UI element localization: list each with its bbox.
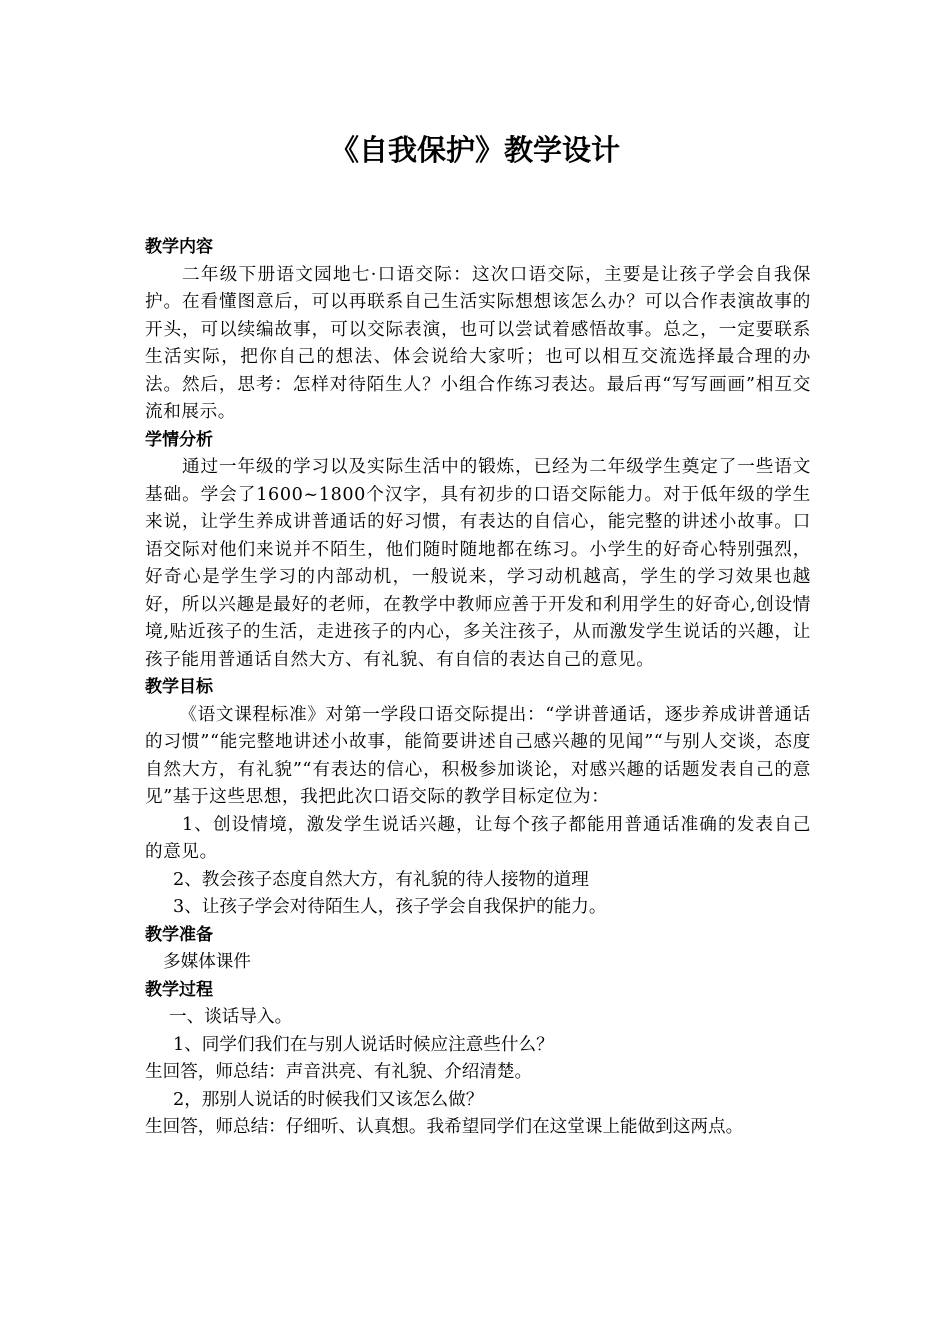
section-heading-student-analysis: 学情分析 <box>145 429 213 450</box>
prep-item: 多媒体课件 <box>163 952 251 972</box>
paragraph-student-analysis: 通过一年级的学习以及实际生活中的锻炼，已经为二年级学生奠定了一些语文基础。学会了1600~1800个汉字，具有初步的口语交际能力。对于低年级的学生来说，让学生养成讲普通话的好习惯，有表达的自信心，能完整的讲述小故事。口语交际对他们来说并不陌生，他们随时随地都在练习。小学生的好奇心特别强烈，好奇心是学生学习的内部动机，一般说来，学习动机越高，学生的学习效果也越好，所以兴趣是最好的老师，在教学中教师应善于开发和利用学生的好奇心,创设情境,贴近孩子的生活，走进孩子的内心，多关注孩子，从而激发学生说话的兴趣，让孩子能用普通话自然大方、有礼貌、有自信的表达自己的意见。 <box>145 457 811 670</box>
goal-item-1: 1、创设情境，激发学生说话兴趣，让每个孩子都能用普通话准确的发表自己的意见。 <box>145 814 811 862</box>
process-answer-1: 生回答，师总结：声音洪亮、有礼貌、介绍清楚。 <box>145 1062 533 1082</box>
process-question-1: 1、同学们我们在与别人说话时候应注意些什么？ <box>173 1034 554 1055</box>
paragraph-goals-intro: 《语文课程标准》对第一学段口语交际提出：“学讲普通话，逐步养成讲普通话的习惯”“能完整地讲述小故事，能简要讲述自己感兴趣的见闻”“与别人交谈，态度自然大方，有礼貌”“有表达的信心，积极参加谈论，对感兴趣的话题发表自己的意见”基于这些思想，我把此次口语交际的教学目标定位为： <box>145 704 811 807</box>
document-title: 《自我保护》教学设计 <box>329 133 620 167</box>
section-heading-teaching-content: 教学内容 <box>145 237 213 257</box>
document-body <box>145 234 811 1142</box>
process-answer-2: 生回答，师总结：仔细听、认真想。我希望同学们在这堂课上能做到这两点。 <box>145 1117 744 1137</box>
goal-item-3: 3、让孩子学会对待陌生人，孩子学会自我保护的能力。 <box>173 897 607 917</box>
section-heading-teaching-process: 教学过程 <box>145 979 213 1000</box>
process-question-2: 2，那别人说话的时候我们又该怎么做？ <box>173 1089 484 1110</box>
paragraph-teaching-content: 二年级下册语文园地七·口语交际：这次口语交际，主要是让孩子学会自我保护。在看懂图意后，可以再联系自己生活实际想想该怎么办？可以合作表演故事的开头，可以续编故事，可以交际表演，也可以尝试着感悟故事。总之，一定要联系生活实际，把你自己的想法、体会说给大家听；也可以相互交流选择最合理的办法。然后，思考：怎样对待陌生人？小组合作练习表达。最后再“写写画画”相互交流和展示。 <box>145 264 811 422</box>
section-heading-teaching-goals: 教学目标 <box>145 677 213 697</box>
section-heading-teaching-prep: 教学准备 <box>145 924 213 945</box>
goal-item-2: 2、教会孩子态度自然大方，有礼貌的待人接物的道理 <box>173 869 589 890</box>
process-step-1-title: 一、谈话导入。 <box>169 1007 293 1027</box>
